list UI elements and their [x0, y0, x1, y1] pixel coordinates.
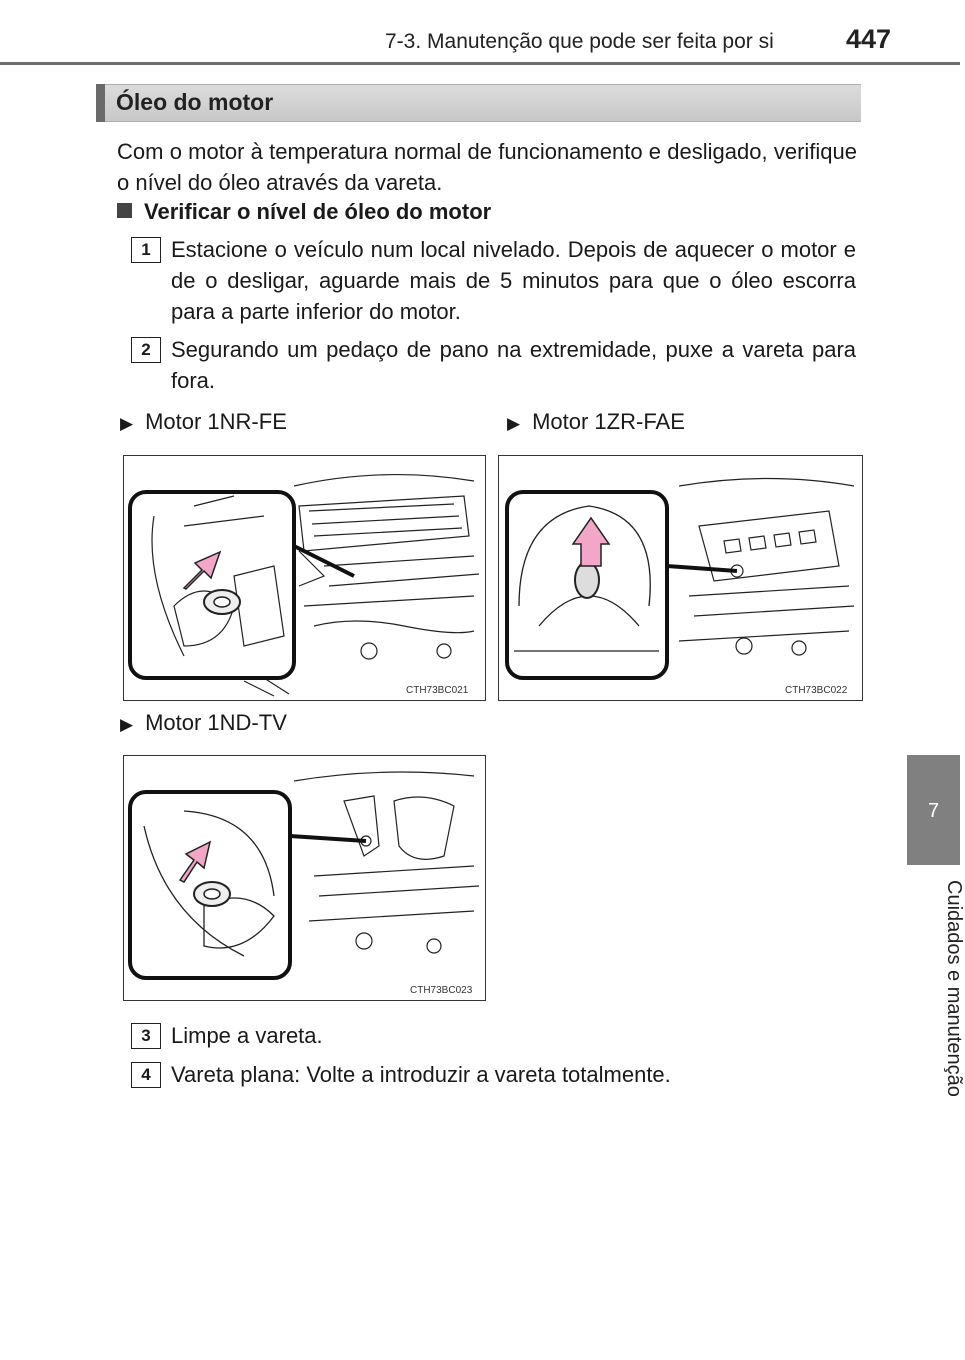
engine-illustration — [124, 456, 485, 700]
step-number-4: 4 — [131, 1062, 161, 1088]
step-number-3: 3 — [131, 1023, 161, 1049]
variant-label-1nd-tv: ▶ Motor 1ND-TV — [120, 710, 287, 735]
triangle-right-icon: ▶ — [120, 715, 134, 734]
section-title: Óleo do motor — [116, 89, 274, 115]
step-number-2: 2 — [131, 337, 161, 363]
figure-code: CTH73BC021 — [406, 685, 469, 696]
step-number-1: 1 — [131, 237, 161, 263]
subsection-title: Verificar o nível de óleo do motor — [144, 199, 492, 224]
page-number: 447 — [846, 24, 892, 54]
subsection-heading — [117, 199, 491, 225]
chapter-number: 7 — [927, 800, 940, 822]
header-rule — [0, 62, 960, 65]
variant-label-1nr-fe: ▶ Motor 1NR-FE — [120, 409, 287, 434]
step-text-1: Estacione o veículo num local nivelado. Depois de aquecer o motor e de o desligar, aguarde mais de 5 minutos para que o óleo escorra para a parte inferior do motor. — [171, 237, 856, 324]
step-text-4: Vareta plana: Volte a introduzir a vareta totalmente. — [171, 1062, 671, 1087]
figure-engine-1nr-fe — [123, 455, 486, 701]
running-header: 7-3. Manutenção que pode ser feita por si — [385, 30, 774, 53]
engine-illustration — [124, 756, 485, 1000]
variant-label-1zr-fae: ▶ Motor 1ZR-FAE — [507, 409, 685, 434]
engine-illustration — [499, 456, 862, 700]
figure-code: CTH73BC022 — [785, 685, 848, 696]
triangle-right-icon: ▶ — [120, 414, 134, 433]
chapter-label: Cuidados e manutenção — [943, 880, 965, 1097]
triangle-right-icon: ▶ — [507, 414, 521, 433]
figure-code: CTH73BC023 — [410, 985, 473, 996]
figure-engine-1zr-fae — [498, 455, 863, 701]
section-heading-accent — [96, 84, 105, 122]
square-bullet-icon — [117, 203, 132, 218]
step-text-2: Segurando um pedaço de pano na extremidade, puxe a vareta para fora. — [171, 337, 856, 393]
intro-paragraph: Com o motor à temperatura normal de funcionamento e desligado, verifique o nível do óleo através da vareta. — [117, 139, 857, 195]
figure-engine-1nd-tv — [123, 755, 486, 1001]
step-text-3: Limpe a vareta. — [171, 1023, 323, 1048]
